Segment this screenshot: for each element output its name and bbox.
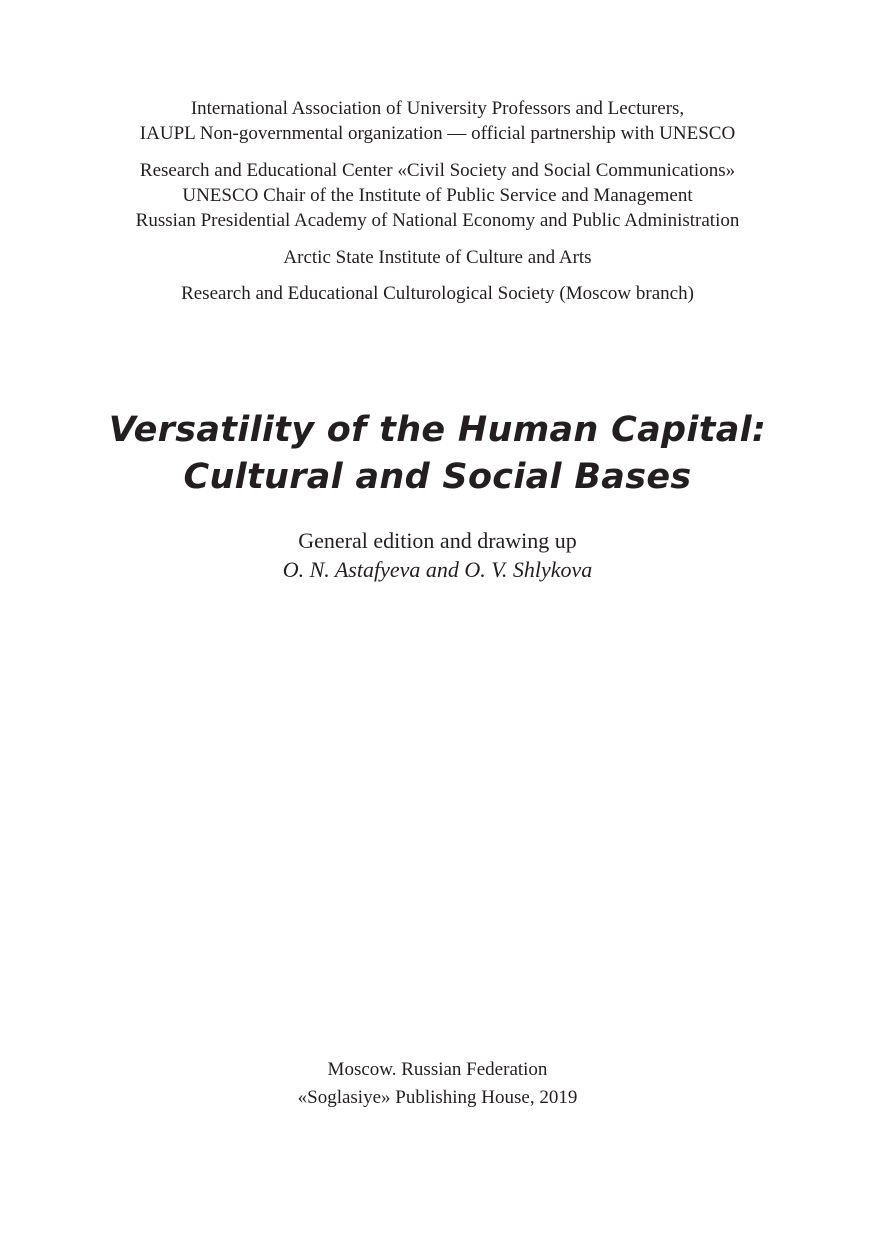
org-research-center-line-1: Research and Educational Center «Civil Society and Social Communications»: [139, 160, 736, 181]
book-title-line-2: Cultural and Social Bases: [183, 457, 692, 497]
org-culturological-society: Research and Educational Culturological Society (Moscow branch): [181, 283, 694, 304]
imprint-publisher: «Soglasiye» Publishing House, 2019: [297, 1087, 578, 1108]
edition-label: General edition and drawing up: [298, 528, 577, 553]
org-iaupl-line-2: IAUPL Non-governmental organization — official partnership with UNESCO: [139, 123, 736, 144]
imprint-place: Moscow. Russian Federation: [327, 1059, 548, 1080]
edition-editors: O. N. Astafyeva and O. V. Shlykova: [282, 557, 593, 582]
book-title-line-1: Versatility of the Human Capital:: [108, 410, 767, 450]
org-iaupl-line-1: International Association of University Professors and Lecturers,: [190, 98, 685, 119]
org-arctic-institute: Arctic State Institute of Culture and Arts: [283, 247, 592, 268]
org-research-center-line-3: Russian Presidential Academy of National Economy and Public Administration: [135, 210, 740, 231]
org-research-center-line-2: UNESCO Chair of the Institute of Public Service and Management: [182, 185, 693, 206]
